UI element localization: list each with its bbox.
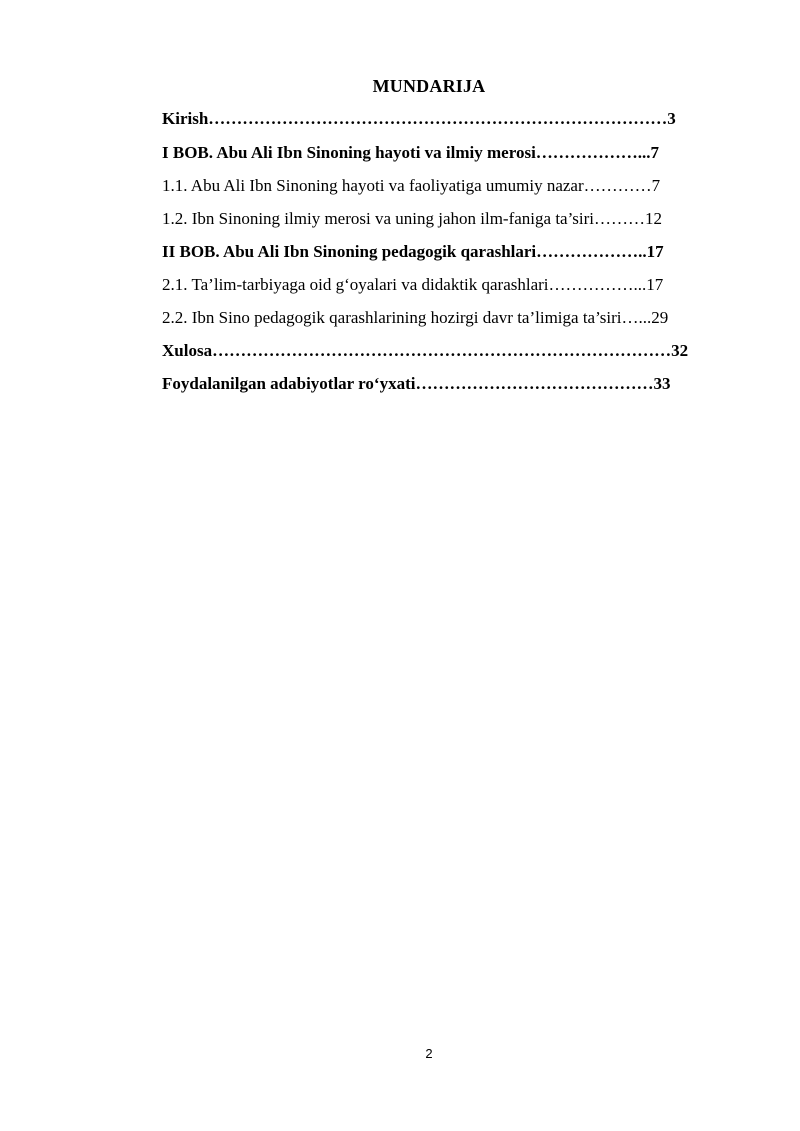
toc-entry-chapter-2[interactable]: II BOB. Abu Ali Ibn Sinoning pedagogik qarashlari………………..17 <box>162 242 664 261</box>
toc-heading: MUNDARIJA <box>372 76 486 96</box>
toc-entry-section-2-1[interactable]: 2.1. Ta’lim-tarbiyaga oid g‘oyalari va didaktik qarashlari……………...17 <box>162 275 664 294</box>
toc-entry-bibliography[interactable]: Foydalanilgan adabiyotlar ro‘yxati……………………………………33 <box>162 374 671 393</box>
page-number: 2 <box>425 1046 433 1061</box>
toc-entry-kirish[interactable]: Kirish………………………………………………………………………3 <box>162 109 676 128</box>
toc-entry-xulosa[interactable]: Xulosa………………………………………………………………………32 <box>162 341 689 360</box>
toc-entry-section-2-2[interactable]: 2.2. Ibn Sino pedagogik qarashlarining hozirgi davr ta’limiga ta’siri…...29 <box>162 308 669 327</box>
toc-entry-section-1-2[interactable]: 1.2. Ibn Sinoning ilmiy merosi va uning jahon ilm-faniga ta’siri………12 <box>162 209 663 228</box>
toc-entry-section-1-1[interactable]: 1.1. Abu Ali Ibn Sinoning hayoti va faoliyatiga umumiy nazar…………7 <box>162 176 661 195</box>
toc-entry-chapter-1[interactable]: I BOB. Abu Ali Ibn Sinoning hayoti va ilmiy merosi………………...7 <box>162 143 660 162</box>
